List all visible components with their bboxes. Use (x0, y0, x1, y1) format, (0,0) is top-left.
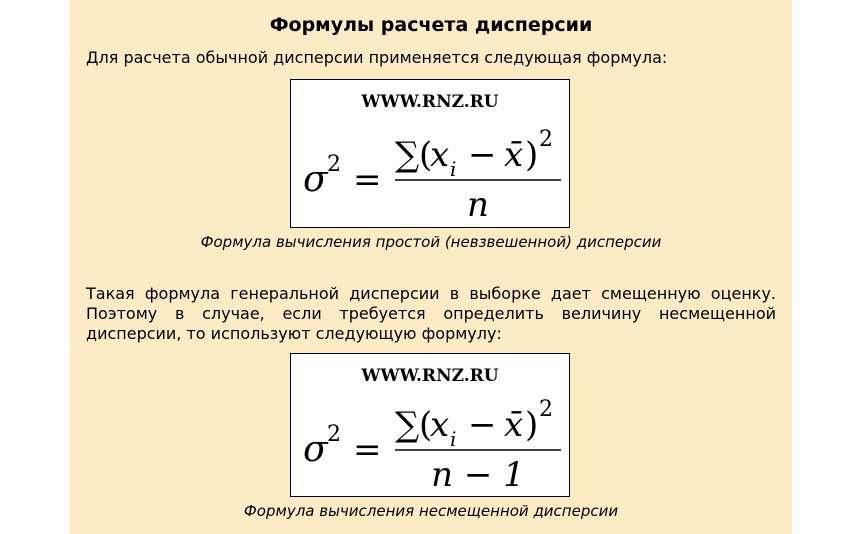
denominator: n (467, 185, 489, 225)
sum-symbol: ∑ (395, 135, 420, 175)
explanation-text: Такая формула генеральной дисперсии в выборке дает смещенную оценку. Поэтому в случае, если требуется определить величину несмещенной дисперсии, то используют следующую формулу: (86, 284, 776, 343)
watermark-site: WWW.RNZ.RU (361, 92, 499, 112)
formula-image-simple-variance (290, 79, 570, 228)
sigma-exponent: 2 (327, 422, 341, 447)
numerator-exponent: 2 (539, 127, 553, 152)
numerator-exponent: 2 (539, 397, 553, 422)
sigma-exponent: 2 (327, 152, 341, 177)
index-subscript: i (450, 427, 457, 451)
formula-simple-variance (291, 80, 571, 229)
content-panel (70, 0, 792, 534)
watermark-site: WWW.RNZ.RU (361, 366, 499, 386)
index-subscript: i (450, 157, 457, 181)
equals-sign: = (353, 430, 382, 470)
mean-variable: x̄ (504, 135, 524, 175)
mean-variable: x̄ (504, 405, 524, 445)
formula-unbiased-variance (291, 354, 571, 498)
sigma-symbol: σ (303, 429, 328, 470)
equals-sign: = (353, 160, 382, 200)
caption-unbiased-variance: Формула вычисления несмещенной дисперсии (243, 502, 619, 520)
open-paren: ( (419, 405, 433, 445)
formula-image-unbiased-variance (290, 353, 570, 497)
sigma-symbol: σ (303, 159, 328, 200)
x-variable: x (430, 135, 450, 175)
caption-simple-variance: Формула вычисления простой (невзвешенной) дисперсии (200, 233, 662, 251)
close-paren: ) (525, 405, 539, 445)
minus-sign: − (468, 405, 497, 445)
minus-sign: − (468, 135, 497, 175)
page-title: Формулы расчета дисперсии (269, 14, 593, 36)
sum-symbol: ∑ (395, 405, 420, 445)
x-variable: x (430, 405, 450, 445)
close-paren: ) (525, 135, 539, 175)
denominator: n − 1 (431, 455, 525, 495)
intro-text: Для расчета обычной дисперсии применяется следующая формула: (86, 48, 668, 67)
open-paren: ( (419, 135, 433, 175)
